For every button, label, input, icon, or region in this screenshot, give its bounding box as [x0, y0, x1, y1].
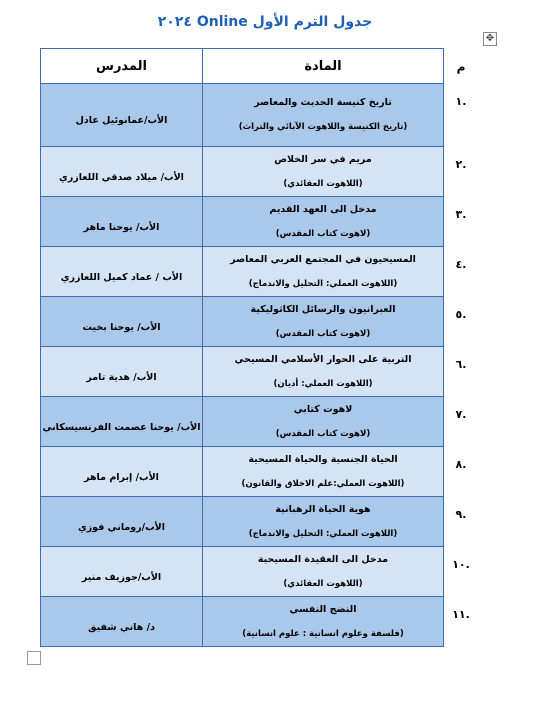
subject-category: (تاريخ الكنيسة واللاهوت الآبائي والتراث) — [238, 122, 408, 132]
subject-cell[interactable] — [203, 447, 444, 497]
table-row — [41, 84, 444, 147]
teacher-name: الأب/جوزيف منير — [81, 571, 162, 583]
subject-cell[interactable] — [203, 497, 444, 547]
teacher-name: الأب/عمانوئيل عادل — [75, 115, 168, 126]
table-row — [41, 247, 444, 297]
subject-name: مريم في سر الخلاص — [274, 153, 372, 165]
teacher-cell[interactable] — [41, 547, 203, 597]
subject-name: النضج النفسي — [289, 603, 357, 615]
table-row — [41, 597, 444, 647]
teacher-name: الأب/ ميلاد صدقي اللعازري — [59, 171, 184, 183]
table-row — [41, 497, 444, 547]
teacher-cell[interactable] — [41, 84, 203, 147]
teacher-cell[interactable] — [41, 347, 203, 397]
teacher-cell[interactable] — [41, 147, 203, 197]
subject-name: التربية على الحوار الأسلامي المسيحي — [234, 353, 412, 365]
teacher-cell[interactable] — [41, 447, 203, 497]
subject-cell[interactable] — [203, 197, 444, 247]
teacher-name: الأب/ إبرام ماهر — [84, 471, 159, 483]
subject-cell[interactable] — [203, 247, 444, 297]
table-row — [41, 297, 444, 347]
teacher-cell[interactable] — [41, 497, 203, 547]
subject-category: (اللاهوت العملي: أديان) — [273, 378, 373, 389]
subject-cell[interactable] — [203, 147, 444, 197]
subject-category: (لاهوت كتاب المقدس) — [275, 228, 371, 239]
row-number: .٦ — [455, 358, 467, 371]
row-number: .٧ — [455, 408, 467, 421]
subject-category: (اللاهوت العملي:علم الاخلاق والقانون) — [241, 478, 405, 489]
subject-name: مدخل الى العهد القديم — [269, 203, 377, 215]
document-title: جدول الترم الأول Online ٢٠٢٤ — [157, 14, 373, 30]
teacher-name: د/ هاني شفيق — [88, 621, 155, 633]
teacher-cell[interactable] — [41, 397, 203, 447]
subject-cell[interactable] — [203, 597, 444, 647]
subject-name: الحياة الجنسية والحياة المسيحية — [248, 453, 398, 465]
table-row — [41, 397, 444, 447]
teacher-column-header: المدرس — [41, 49, 203, 84]
row-number: .٨ — [455, 458, 467, 471]
table-row — [41, 147, 444, 197]
row-number: .١١ — [452, 608, 470, 621]
subject-name: تاريخ كنيسة الحديث والمعاصر — [254, 97, 392, 108]
subject-category: (لاهوت كتاب المقدس) — [275, 328, 371, 339]
subject-cell[interactable] — [203, 347, 444, 397]
row-number: .٤ — [455, 258, 467, 271]
teacher-name: الأب/ يوحنا عصمت الفرنسيسكاني — [42, 421, 201, 433]
table-row — [41, 197, 444, 247]
row-number: .٩ — [455, 508, 467, 521]
subject-name: المسيحيون في المجتمع العربي المعاصر — [230, 253, 416, 265]
end-of-cell-marker — [27, 651, 41, 665]
subject-cell[interactable] — [203, 547, 444, 597]
subject-cell[interactable] — [203, 84, 444, 147]
subject-cell[interactable] — [203, 297, 444, 347]
row-number: .٣ — [455, 208, 467, 221]
row-number: .٢ — [455, 158, 467, 171]
schedule-table — [40, 48, 444, 647]
table-row — [41, 447, 444, 497]
subject-category: (لاهوت كتاب المقدس) — [275, 428, 371, 439]
subject-category: (اللاهوت العملي: التحليل والاندماج) — [248, 528, 398, 539]
number-column-header: م — [456, 60, 466, 74]
subject-name: مدخل الى العقيدة المسيحية — [257, 553, 389, 565]
table-row — [41, 547, 444, 597]
subject-category: (اللاهوت العقائدي) — [283, 578, 363, 589]
teacher-name: الأب/روماني فوزي — [77, 521, 165, 533]
subject-category: (اللاهوت العملي: التحليل والاندماج) — [248, 278, 398, 289]
table-row — [41, 347, 444, 397]
subject-name: لاهوت كتابي — [293, 403, 353, 415]
subject-column-header: المادة — [203, 49, 444, 84]
table-move-handle-icon[interactable]: ✥ — [483, 32, 497, 46]
row-number: .١٠ — [452, 558, 470, 571]
subject-cell[interactable] — [203, 397, 444, 447]
teacher-name: الأب/ يوحنا ماهر — [83, 221, 160, 233]
row-number: .١ — [455, 95, 467, 108]
subject-category: (اللاهوت العقائدي) — [283, 178, 363, 189]
teacher-cell[interactable] — [41, 197, 203, 247]
subject-category: (فلسفة وعلوم انسانية : علوم انسانية) — [242, 628, 404, 639]
teacher-name: الأب/ يوحنا بخيت — [82, 321, 161, 333]
subject-name: هوية الحياة الرهبانية — [275, 503, 371, 515]
teacher-cell[interactable] — [41, 297, 203, 347]
teacher-name: الأب/ هدية تامر — [86, 371, 157, 383]
teacher-cell[interactable] — [41, 247, 203, 297]
teacher-cell[interactable] — [41, 597, 203, 647]
row-number: .٥ — [455, 308, 467, 321]
subject-name: العبرانيون والرسائل الكاثوليكية — [250, 303, 396, 315]
teacher-name: الأب / عماد كميل اللعازري — [60, 271, 183, 283]
